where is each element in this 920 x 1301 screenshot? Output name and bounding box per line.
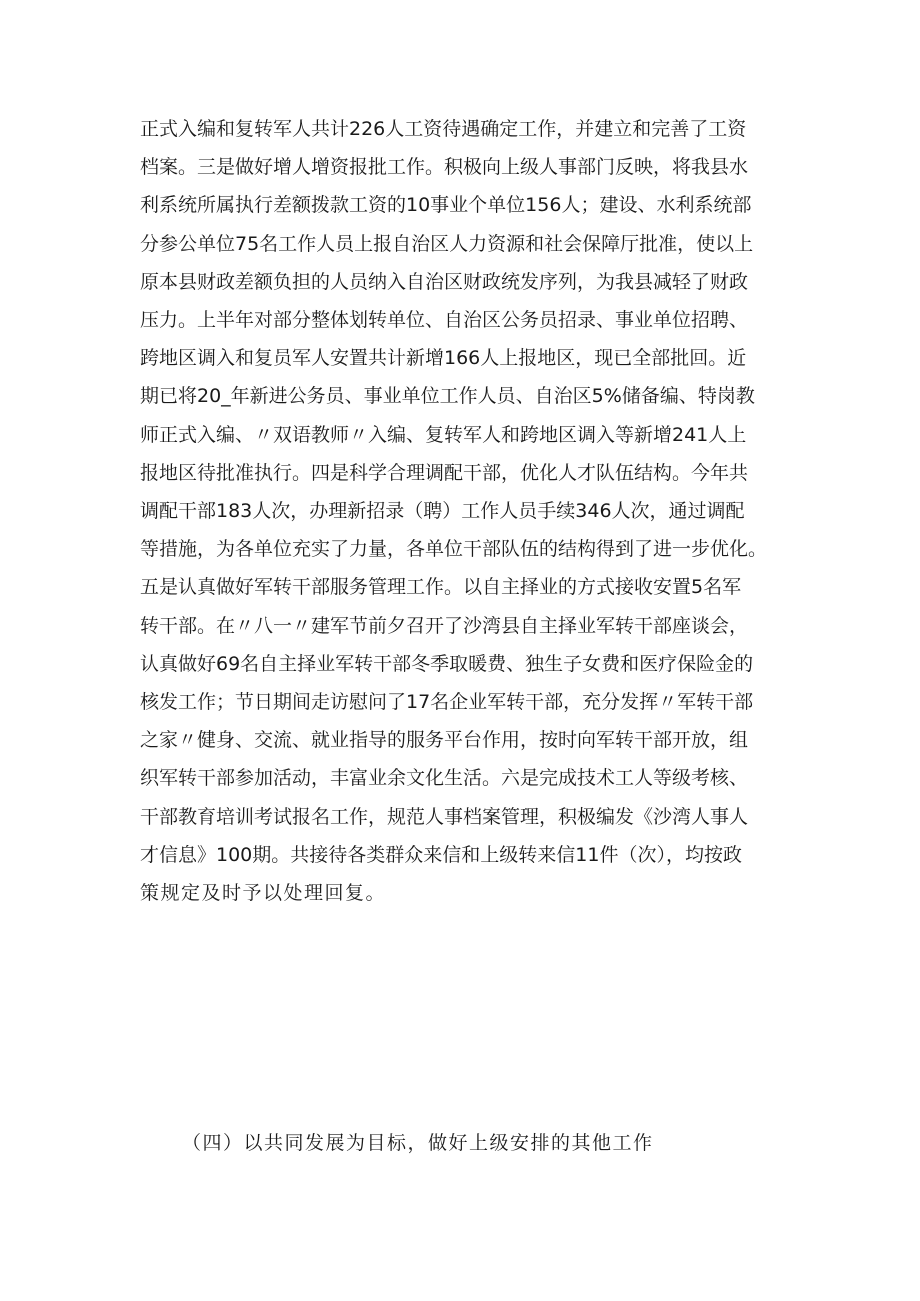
paragraph-line: 核发工作；节日期间走访慰问了17名企业军转干部，充分发挥〃军转干部 — [140, 691, 754, 713]
paragraph-line: 报地区待批准执行。四是科学合理调配干部，优化人才队伍结构。今年共 — [140, 462, 749, 484]
paragraph-line: 干部教育培训考试报名工作，规范人事档案管理，积极编发《沙湾人事人 — [140, 806, 749, 828]
paragraph-line: 期已将20_年新进公务员、事业单位工作人员、自治区5%储备编、特岗教 — [140, 385, 755, 407]
paragraph-line: 原本县财政差额负担的人员纳入自治区财政统发序列，为我县减轻了财政 — [140, 271, 749, 293]
paragraph-line: 织军转干部参加活动，丰富业余文化生活。六是完成技术工人等级考核、 — [140, 767, 749, 789]
paragraph-line: 跨地区调入和复员军人安置共计新增166人上报地区，现已全部批回。近 — [140, 347, 747, 369]
paragraph-line: 五是认真做好军转干部服务管理工作。以自主择业的方式接收安置5名军 — [140, 576, 742, 598]
paragraph-line: 转干部。在〃八一〃建军节前夕召开了沙湾县自主择业军转干部座谈会， — [140, 615, 749, 637]
paragraph-line: 分参公单位75名工作人员上报自治区人力资源和社会保障厅批准，使以上 — [140, 233, 754, 255]
paragraph-line: 正式入编和复转军人共计226人工资待遇确定工作，并建立和完善了工资 — [140, 118, 747, 140]
paragraph-line: 认真做好69名自主择业军转干部冬季取暖费、独生子女费和医疗保险金的 — [140, 653, 754, 675]
section-heading: （四）以共同发展为目标，做好上级安排的其他工作 — [182, 1132, 654, 1154]
paragraph-line: 之家〃健身、交流、就业指导的服务平台作用，按时向军转干部开放，组 — [140, 729, 749, 751]
paragraph-line: 利系统所属执行差额拨款工资的10事业个单位156人；建设、水利系统部 — [140, 194, 752, 216]
paragraph-line: 策规定及时予以处理回复。 — [140, 882, 387, 904]
paragraph-line: 压力。上半年对部分整体划转单位、自治区公务员招录、事业单位招聘、 — [140, 309, 749, 331]
paragraph-line: 等措施，为各单位充实了力量，各单位干部队伍的结构得到了进一步优化。 — [140, 538, 768, 560]
paragraph-line: 师正式入编、〃双语教师〃入编、复转军人和跨地区调入等新增241人上 — [140, 424, 747, 446]
paragraph-line: 才信息》100期。共接待各类群众来信和上级转来信11件（次），均按政 — [140, 844, 742, 866]
paragraph-line: 档案。三是做好增人增资报批工作。积极向上级人事部门反映，将我县水 — [140, 156, 749, 178]
paragraph-line: 调配干部183人次，办理新招录（聘）工作人员手续346人次，通过调配 — [140, 500, 745, 522]
